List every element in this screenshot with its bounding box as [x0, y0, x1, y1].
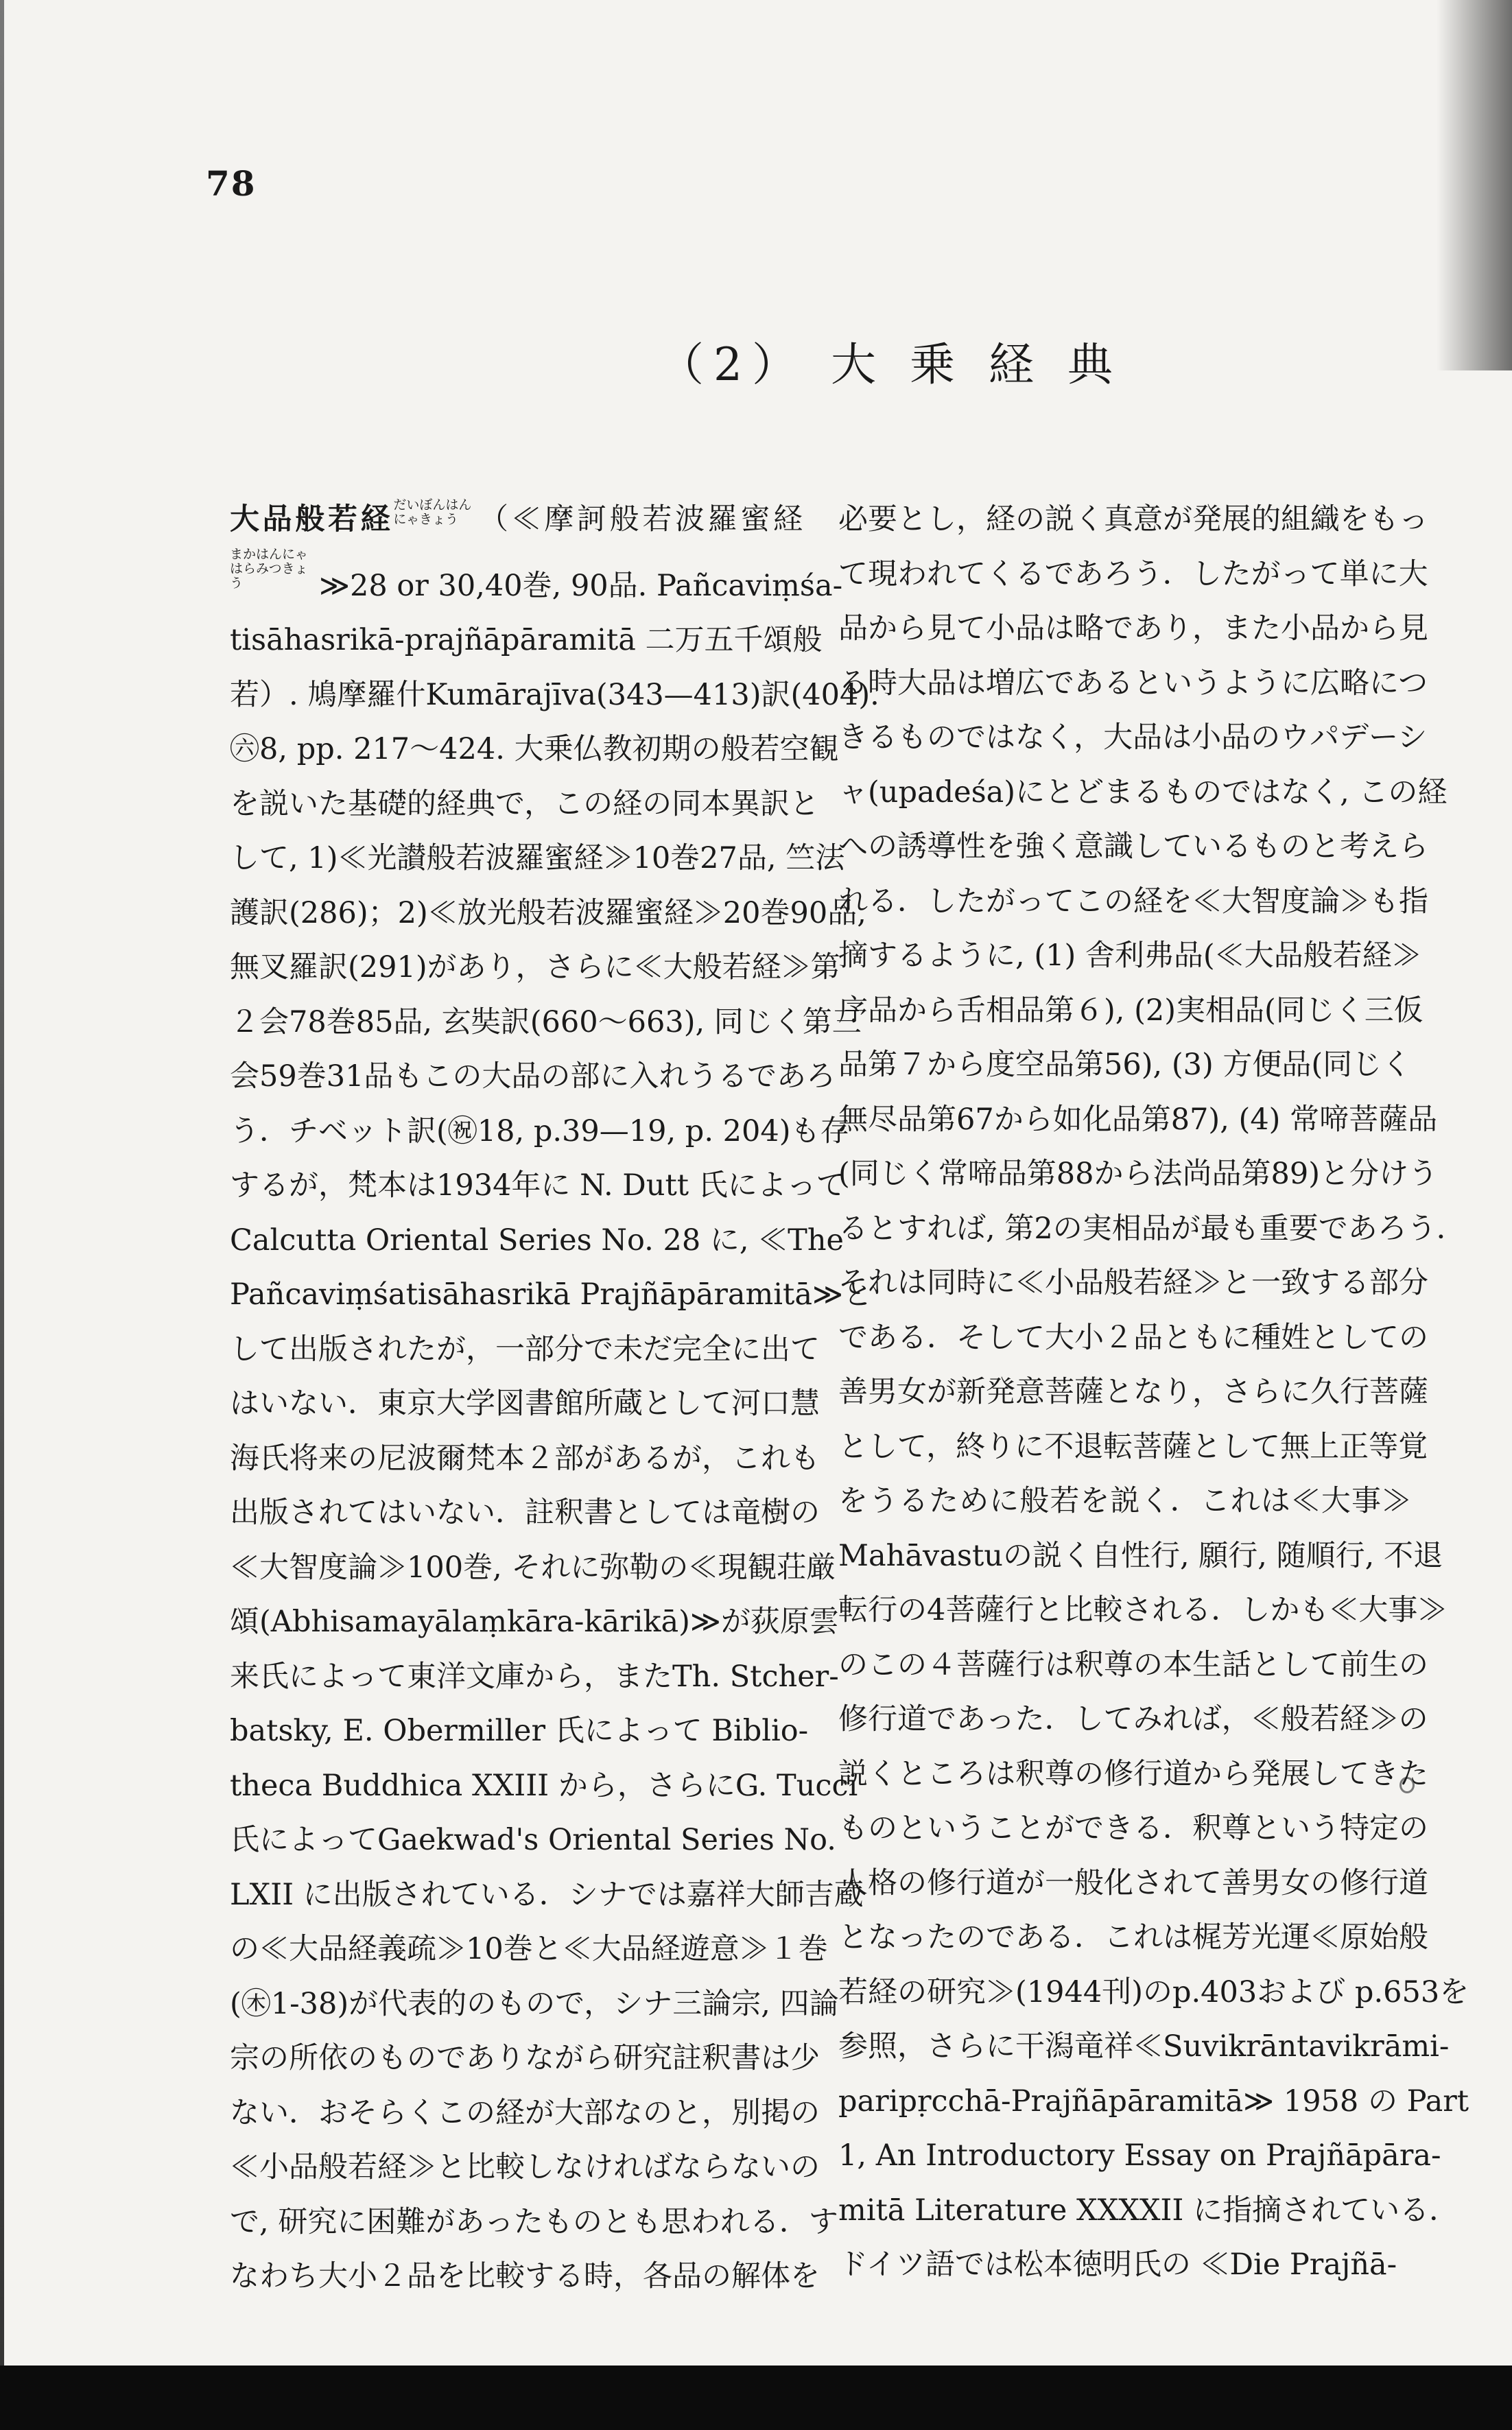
text-line: のこの４菩薩行は釈尊の本生話として前生の [838, 1647, 1428, 1682]
text-line: 若）. 鳩摩羅什Kumārajīva(343—413)訳(404). [230, 677, 879, 712]
text-line: 会59巻31品もこの大品の部に入れうるであろ [230, 1059, 836, 1094]
right-column [838, 493, 1469, 2293]
text-line: するが，梵本は1934年に N. Dutt 氏によって [230, 1168, 846, 1203]
text-line: ャ(upadeśa)にとどまるものではなく, この経 [838, 775, 1448, 810]
text-line: である．そして大小２品ともに種姓としての [838, 1320, 1428, 1355]
text-line: ものということができる．釈尊という特定の [838, 1811, 1428, 1845]
text-line: 説くところは釈尊の修行道から発展してきた [838, 1756, 1428, 1791]
entry-reading: だいぼんはん にゃきょう [393, 497, 472, 527]
text-line: 人格の修行道が一般化されて善男女の修行道 [838, 1865, 1428, 1900]
text-line: なわち大小２品を比較する時，各品の解体を [230, 2259, 820, 2293]
text-line: それは同時に≪小品般若経≫と一致する部分 [838, 1266, 1428, 1300]
text-line: 必要とし，経の説く真意が発展的組織をもっ [838, 502, 1428, 536]
section-heading: （2） 大 乗 経 典 [659, 338, 1122, 391]
text-line: LXII に出版されている．シナでは嘉祥大師吉蔵 [230, 1877, 864, 1912]
page-number: 78 [206, 163, 257, 204]
text-line: 護訳(286)；2)≪放光般若波羅蜜経≫20巻90品, [230, 895, 866, 930]
text-line: となったのである．これは梶芳光運≪原始般 [838, 1920, 1428, 1955]
text-line: 氏によってGaekwad's Oriental Series No. [230, 1823, 836, 1857]
entry-reading: まかはんにゃ はらみつきょう [230, 546, 308, 591]
text-line: きるものではなく，大品は小品のウパデーシ [838, 720, 1428, 755]
text-line: 頌(Abhisamayālaṃkāra-kārikā)≫が荻原雲 [230, 1605, 839, 1639]
text-line: (㊍1-38)が代表的のもので，シナ三論宗, 四論 [230, 1986, 839, 2021]
text-line: ドイツ語では松本徳明氏の ≪Die Prajñā- [838, 2248, 1397, 2282]
text-line: う．チベット訳(㊗18, p.39—19, p. 204)も存 [230, 1113, 850, 1148]
text-line [230, 546, 843, 614]
text-line: 品から見て小品は略であり，また小品から見 [838, 611, 1428, 646]
text-line: (同じく常啼品第88から法尚品第89)と分けう [838, 1157, 1438, 1191]
text-line: るとすれば, 第2の実相品が最も重要であろう． [838, 1211, 1466, 1246]
text-line-content: ≫28 or 30,40巻, 90品. Pañcaviṃśa- [319, 568, 843, 603]
text-line: 海氏将来の尼波爾梵本２部があるが，これも [230, 1441, 820, 1476]
text-line: の≪大品経義疏≫10巻と≪大品経遊意≫１巻 [230, 1932, 828, 1966]
text-line: 無尽品第67から如化品第87), (4) 常啼菩薩品 [838, 1102, 1438, 1137]
text-line: ㊅8, pp. 217～424. 大乗仏教初期の般若空観 [230, 732, 839, 766]
left-margin-rule [0, 0, 4, 2430]
bottom-scan-band [0, 2366, 1512, 2430]
entry-term: 大品般若経 [230, 502, 394, 536]
text-line: ≪小品般若経≫と比較しなければならないの [230, 2150, 820, 2184]
text-line: 参照，さらに干潟竜祥≪Suvikrāntavikrāmi- [838, 2029, 1450, 2064]
text-line: 無叉羅訳(291)があり，さらに≪大般若経≫第 [230, 950, 840, 984]
text-line: 転行の4菩薩行と比較される．しかも≪大事≫ [838, 1593, 1448, 1627]
entry-headline [230, 493, 803, 547]
text-line: Mahāvastuの説く自性行, 願行, 随順行, 不退 [838, 1538, 1443, 1573]
text-line: を説いた基礎的経典で，この経の同本異訳と [230, 786, 820, 821]
text-line: はいない．東京大学図書館所蔵として河口慧 [230, 1387, 820, 1421]
text-line: tisāhasrikā-prajñāpāramitā 二万五千頌般 [230, 623, 823, 657]
text-line: ≪大智度論≫100巻, それに弥勒の≪現観荘厳 [230, 1550, 836, 1585]
text-line: 摘するように, (1) 舎利弗品(≪大品般若経≫ [838, 939, 1421, 973]
text-line: Pañcaviṃśatisāhasrikā Prajñāpāramitā≫と [230, 1277, 873, 1312]
text-line: る時大品は増広であるというように広略につ [838, 665, 1428, 700]
text-line: 序品から舌相品第６), (2)実相品(同じく三仮 [838, 993, 1424, 1028]
text-line: 修行道であった．してみれば，≪般若経≫の [838, 1702, 1428, 1736]
text-line: ２会78巻85品, 玄奘訳(660～663), 同じく第三 [230, 1004, 862, 1039]
text-line: 品第７から度空品第56), (3) 方便品(同じく [838, 1048, 1412, 1082]
text-line: paripṛcchā-Prajñāpāramitā≫ 1958 の Part [838, 2084, 1469, 2119]
text-line: れる．したがってこの経を≪大智度論≫も指 [838, 884, 1428, 919]
text-line: （≪摩訶般若波羅蜜経 [475, 502, 803, 536]
text-line: 善男女が新発意菩薩となり，さらに久行菩薩 [838, 1375, 1428, 1409]
left-column [230, 493, 879, 2304]
text-line: で, 研究に困難があったものとも思われる．す [230, 2204, 838, 2239]
text-line: をうるために般若を説く．これは≪大事≫ [838, 1484, 1411, 1518]
text-line: て現われてくるであろう．したがって単に大 [838, 556, 1428, 591]
text-line: 1, An Introductory Essay on Prajñāpāra- [838, 2138, 1441, 2173]
text-line: として，終りに不退転菩薩として無上正等覚 [838, 1429, 1428, 1464]
text-line: して, 1)≪光讃般若波羅蜜経≫10巻27品, 竺法 [230, 841, 845, 875]
text-line: して出版されたが，一部分で未だ完全に出て [230, 1332, 820, 1367]
text-line: への誘導性を強く意識しているものと考えら [838, 829, 1428, 864]
text-line: Calcutta Oriental Series No. 28 に, ≪The [230, 1223, 844, 1258]
text-line: 若経の研究≫(1944刊)のp.403および p.653を [838, 1974, 1469, 2009]
text-line: batsky, E. Obermiller 氏によって Biblio- [230, 1714, 809, 1748]
text-line: 出版されてはいない．註釈書としては竜樹の [230, 1496, 820, 1530]
text-line: theca Buddhica XXIII から，さらにG. Tucci [230, 1768, 858, 1803]
text-line: ない．おそらくこの経が大部なのと，別掲の [230, 2095, 820, 2130]
right-edge-shadow [1437, 0, 1512, 370]
text-line: mitā Literature XXXXII に指摘されている． [838, 2193, 1459, 2228]
text-line: 来氏によって東洋文庫から，またTh. Stcher- [230, 1659, 839, 1694]
text-line: 宗の所依のものでありながら研究註釈書は少 [230, 2041, 820, 2075]
